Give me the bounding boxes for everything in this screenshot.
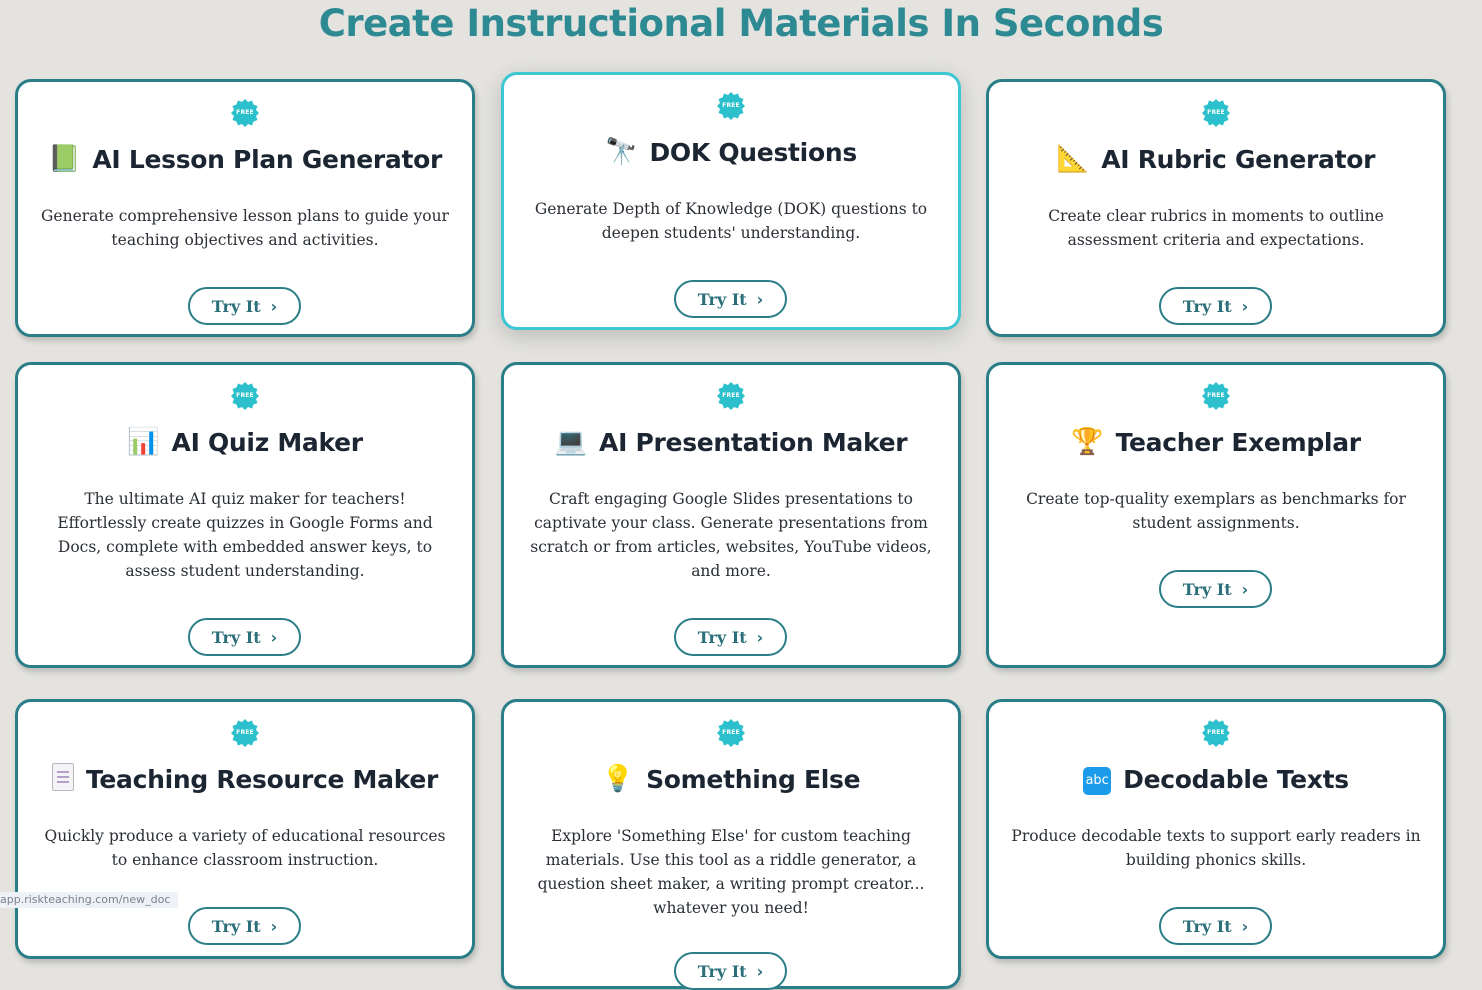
card-title: DOK Questions <box>649 137 857 167</box>
abc-icon: abc <box>1083 763 1111 795</box>
card-heading <box>18 422 472 462</box>
green-book-icon: 📗 <box>48 144 81 174</box>
free-badge: FREE <box>1201 381 1231 411</box>
page-icon <box>52 763 74 796</box>
card-description: The ultimate AI quiz maker for teachers! Effortlessly create quizzes in Google Forms and Docs, complete with embedded answer keys, to assess student understanding. <box>57 490 433 580</box>
free-badge: FREE <box>230 718 260 748</box>
card-description: Quickly produce a variety of educational resources to enhance classroom instruction. <box>44 827 446 869</box>
light-bulb-icon: 💡 <box>601 764 635 794</box>
card-title: AI Quiz Maker <box>171 427 363 457</box>
card-title: Decodable Texts <box>1123 764 1349 794</box>
free-badge: FREE <box>1201 98 1231 128</box>
try-it-button[interactable] <box>188 618 301 656</box>
telescope-icon: 🔭 <box>605 137 638 167</box>
tool-card-dok-questions[interactable] <box>501 72 961 330</box>
try-it-label: Try It <box>1182 296 1232 316</box>
try-it-button[interactable] <box>1159 907 1272 945</box>
try-it-label: Try It <box>211 916 261 936</box>
free-badge: FREE <box>716 381 746 411</box>
card-title: AI Presentation Maker <box>599 427 908 457</box>
free-badge: FREE <box>716 718 746 748</box>
chevron-right-icon: › <box>1241 916 1249 936</box>
card-description: Create clear rubrics in moments to outline assessment criteria and expectations. <box>1048 207 1384 249</box>
chevron-right-icon: › <box>756 627 764 647</box>
free-badge: FREE <box>230 381 260 411</box>
try-it-label: Try It <box>697 627 747 647</box>
free-badge: FREE <box>230 98 260 128</box>
chevron-right-icon: › <box>1241 296 1249 316</box>
card-description: Create top-quality exemplars as benchmarks for student assignments. <box>1026 490 1406 532</box>
try-it-button[interactable] <box>1159 287 1272 325</box>
card-heading <box>989 759 1443 799</box>
chevron-right-icon: › <box>270 916 278 936</box>
card-description: Generate comprehensive lesson plans to guide your teaching objectives and activities. <box>41 207 449 249</box>
card-title: Teaching Resource Maker <box>85 764 439 794</box>
free-badge: FREE <box>1201 718 1231 748</box>
try-it-button[interactable] <box>188 907 301 945</box>
try-it-label: Try It <box>211 296 261 316</box>
try-it-button[interactable] <box>674 618 787 656</box>
try-it-button[interactable] <box>674 952 787 990</box>
tool-card-rubric-generator[interactable] <box>986 79 1446 337</box>
card-description: Generate Depth of Knowledge (DOK) questions to deepen students' understanding. <box>534 200 928 242</box>
card-heading <box>504 132 958 172</box>
card-heading <box>504 759 958 799</box>
card-title: AI Lesson Plan Generator <box>92 144 442 174</box>
card-description: Produce decodable texts to support early readers in building phonics skills. <box>1011 827 1421 869</box>
try-it-button[interactable] <box>188 287 301 325</box>
card-title: AI Rubric Generator <box>1101 144 1376 174</box>
tool-card-teacher-exemplar[interactable] <box>986 362 1446 668</box>
try-it-label: Try It <box>1182 916 1232 936</box>
card-description: Explore 'Something Else' for custom teaching materials. Use this tool as a riddle generator, a question sheet maker, a writing prompt creator... whatever you need! <box>537 827 925 917</box>
tool-card-decodable-texts[interactable] <box>986 699 1446 959</box>
card-heading <box>18 759 472 799</box>
card-heading <box>18 139 472 179</box>
card-title: Teacher Exemplar <box>1115 427 1361 457</box>
try-it-button[interactable] <box>1159 570 1272 608</box>
chevron-right-icon: › <box>756 961 764 981</box>
tool-card-teaching-resource-maker[interactable] <box>15 699 475 959</box>
chevron-right-icon: › <box>756 289 764 309</box>
try-it-label: Try It <box>1182 579 1232 599</box>
link-preview-status-bar: app.riskteaching.com/new_doc <box>0 892 178 908</box>
trophy-icon: 🏆 <box>1071 427 1104 457</box>
tool-card-presentation-maker[interactable] <box>501 362 961 668</box>
chevron-right-icon: › <box>270 296 278 316</box>
tool-card-lesson-plan[interactable] <box>15 79 475 337</box>
card-heading <box>504 422 958 462</box>
chevron-right-icon: › <box>1241 579 1249 599</box>
tool-card-something-else[interactable] <box>501 699 961 989</box>
try-it-label: Try It <box>697 961 747 981</box>
try-it-button[interactable] <box>674 280 787 318</box>
tool-card-quiz-maker[interactable] <box>15 362 475 668</box>
chevron-right-icon: › <box>270 627 278 647</box>
card-description: Craft engaging Google Slides presentations to captivate your class. Generate presentations from scratch or from articles, websites, YouTube videos, and more. <box>530 490 932 580</box>
page-title: Create Instructional Materials In Seconds <box>318 2 1164 45</box>
triangular-ruler-icon: 📐 <box>1056 144 1090 174</box>
card-title: Something Else <box>646 764 861 794</box>
laptop-icon: 💻 <box>554 427 588 457</box>
try-it-label: Try It <box>211 627 261 647</box>
card-heading <box>989 422 1443 462</box>
try-it-label: Try It <box>697 289 747 309</box>
free-badge: FREE <box>716 91 746 121</box>
bar-chart-icon: 📊 <box>127 427 160 457</box>
card-heading <box>989 139 1443 179</box>
